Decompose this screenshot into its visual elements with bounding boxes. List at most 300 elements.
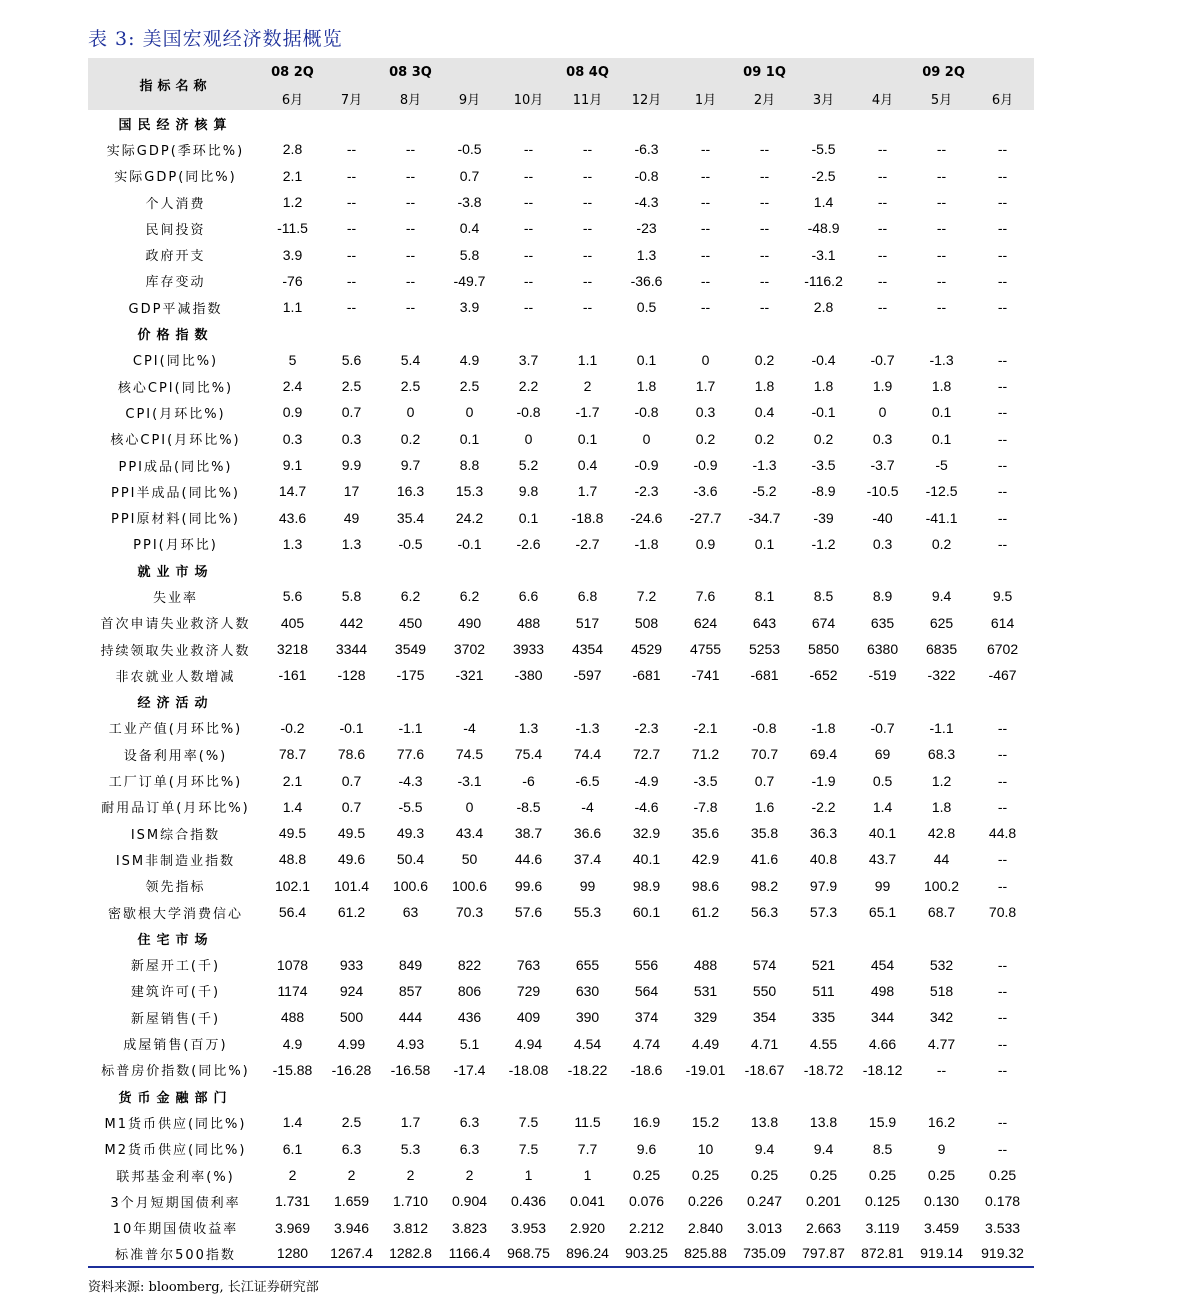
table-cell: 57.3 (809, 904, 838, 921)
table-cell: 43.7 (868, 851, 897, 868)
row-label: PPI半成品(同比%) (110, 485, 240, 501)
table-cell: 1280 (263, 1241, 322, 1267)
table-cell: -519 (868, 667, 897, 684)
table-row (88, 294, 1034, 320)
table-cell: 4.74 (632, 1035, 661, 1052)
table-cell: -0.5 (457, 141, 482, 158)
table-cell: 0.3 (341, 430, 362, 447)
table-cell: 3.946 (333, 1219, 370, 1236)
table-cell: 0.5 (636, 299, 657, 316)
table-row (88, 1004, 1034, 1030)
table-cell: 390 (575, 1009, 600, 1026)
table-cell: -1.2 (811, 535, 836, 552)
table-cell (676, 110, 735, 136)
table-cell (263, 110, 322, 136)
table-cell: -3.8 (457, 194, 482, 211)
table-cell (794, 1083, 853, 1109)
table-cell: -- (997, 877, 1008, 894)
table-cell: 518 (929, 982, 954, 999)
table-cell: 0.1 (577, 430, 598, 447)
table-cell: 3.953 (510, 1219, 547, 1236)
table-cell (381, 557, 440, 583)
table-cell: 13.8 (809, 1114, 838, 1131)
table-cell: 354 (752, 1009, 777, 1026)
row-label: 建筑许可(千) (130, 985, 221, 1001)
table-cell: 9.9 (341, 457, 362, 473)
table-cell: 1282.8 (381, 1241, 440, 1267)
table-cell: 78.7 (278, 746, 307, 763)
table-cell (558, 925, 617, 951)
table-cell: 56.3 (750, 904, 779, 921)
table-cell (322, 557, 381, 583)
table-cell: 100.2 (924, 877, 960, 894)
table-cell (499, 925, 558, 951)
table-row (88, 452, 1034, 478)
table-cell: -- (877, 167, 888, 184)
table-cell: -- (997, 956, 1008, 973)
table-cell: 3.969 (274, 1219, 311, 1236)
table-cell: 43.4 (455, 825, 484, 842)
table-cell (440, 320, 499, 346)
month-header: 3月 (794, 86, 853, 110)
table-cell: -321 (455, 667, 484, 684)
table-row (88, 767, 1034, 793)
table-cell: 1 (583, 1167, 592, 1184)
table-cell (440, 110, 499, 136)
table-cell (853, 1083, 912, 1109)
table-cell: -18.22 (567, 1061, 608, 1078)
table-cell: 4354 (571, 641, 604, 658)
table-cell: -- (877, 299, 888, 316)
table-cell: -- (877, 194, 888, 211)
table-cell: 48.8 (278, 851, 307, 868)
table-cell: -- (997, 272, 1008, 289)
table-cell: 6.2 (400, 588, 421, 605)
table-cell: -- (582, 220, 593, 237)
table-cell: -8.5 (516, 798, 541, 815)
table-cell: -18.72 (803, 1061, 844, 1078)
row-label: PPI(月环比) (133, 538, 218, 554)
table-cell: -0.8 (752, 719, 777, 736)
table-cell: -- (997, 1061, 1008, 1078)
month-header: 10月 (499, 86, 558, 110)
section-label: 货币金融部门 (118, 1090, 233, 1106)
table-cell: 0.3 (282, 430, 303, 447)
table-cell: 17 (343, 483, 360, 500)
table-cell: 9 (937, 1140, 946, 1157)
table-cell: 68.3 (927, 746, 956, 763)
table-cell: 1.4 (872, 798, 893, 815)
table-cell: -3.1 (457, 772, 482, 789)
table-cell: 624 (693, 614, 718, 631)
table-cell: 0.4 (754, 404, 775, 421)
table-cell: -3.6 (693, 483, 718, 500)
table-cell: 342 (929, 1009, 954, 1026)
table-cell: -4.3 (398, 772, 423, 789)
table-cell: 99 (874, 877, 891, 894)
table-cell: 1.7 (695, 378, 716, 395)
table-cell: -2.3 (634, 719, 659, 736)
table-cell (617, 557, 676, 583)
table-cell: 0 (406, 404, 415, 421)
table-cell: -- (936, 167, 947, 184)
table-cell: -681 (632, 667, 661, 684)
table-row (88, 215, 1034, 241)
table-cell: 4.55 (809, 1035, 838, 1052)
table-cell (440, 925, 499, 951)
table-cell: 100.6 (451, 877, 488, 894)
table-cell: 3.119 (865, 1219, 900, 1236)
row-label: PPI成品(同比%) (118, 459, 233, 475)
row-label: ISM非制造业指数 (115, 853, 236, 869)
row-label: PPI原材料(同比%) (110, 512, 240, 528)
table-cell: 574 (752, 956, 777, 973)
table-cell: 55.3 (573, 904, 602, 921)
table-cell (499, 689, 558, 715)
table-cell: 3344 (335, 641, 368, 658)
table-cell: -- (346, 141, 357, 158)
table-cell: 1.7 (577, 483, 598, 500)
table-cell: 0.7 (754, 772, 775, 789)
table-cell: -1.3 (929, 351, 954, 368)
table-cell: 4.94 (514, 1035, 543, 1052)
table-cell: 9.4 (813, 1140, 834, 1157)
table-cell: 0.1 (931, 404, 952, 421)
table-cell (971, 557, 1034, 583)
source-note: 资料来源: bloomberg, 长江证券研究部 (88, 1280, 319, 1295)
table-cell: -- (997, 1114, 1008, 1131)
table-cell: 50.4 (396, 851, 425, 868)
row-label: 非农就业人数增减 (115, 669, 236, 685)
table-cell: -2.3 (634, 483, 659, 500)
table-cell: 409 (516, 1009, 541, 1026)
table-cell: -- (997, 246, 1008, 263)
table-cell: 1.2 (282, 194, 303, 211)
table-cell: -- (997, 299, 1008, 316)
table-cell: 50 (461, 851, 478, 868)
table-row (88, 1030, 1034, 1056)
table-cell: -1.8 (634, 535, 659, 552)
table-cell (322, 925, 381, 951)
table-cell: 1.1 (282, 299, 303, 316)
table-cell: 61.2 (691, 904, 720, 921)
table-cell: -19.01 (685, 1061, 726, 1078)
table-cell: -49.7 (453, 272, 486, 289)
table-cell: 40.1 (632, 851, 661, 868)
table-cell: 9.1 (282, 457, 303, 473)
table-cell: -- (936, 246, 947, 263)
table-cell: -39 (813, 509, 834, 526)
table-cell: 0.25 (988, 1167, 1017, 1184)
table-cell: 614 (990, 614, 1015, 631)
table-cell: 44 (933, 851, 950, 868)
table-row (88, 1188, 1034, 1214)
table-cell (912, 110, 971, 136)
table-cell: -6.3 (634, 141, 659, 158)
table-cell: 825.88 (676, 1241, 735, 1267)
table-cell: 488 (516, 614, 541, 631)
table-cell: -- (997, 1009, 1008, 1026)
table-cell (853, 925, 912, 951)
row-label: ISM综合指数 (130, 827, 221, 843)
table-cell (499, 110, 558, 136)
table-cell: 0.7 (341, 772, 362, 789)
table-cell: -5.5 (811, 141, 836, 158)
table-cell: -- (759, 272, 770, 289)
month-header: 12月 (617, 86, 676, 110)
table-cell: -- (997, 535, 1008, 552)
table-cell (794, 320, 853, 346)
table-cell: 797.87 (794, 1241, 853, 1267)
table-cell: -- (997, 509, 1008, 526)
table-cell: -- (936, 1061, 947, 1078)
table-cell (735, 557, 794, 583)
table-cell: -0.1 (339, 719, 364, 736)
table-cell: 70.3 (455, 904, 484, 921)
table-cell: 9.7 (400, 457, 421, 473)
table-cell: -0.9 (634, 457, 659, 473)
table-cell: 0.041 (569, 1193, 606, 1210)
table-cell (263, 557, 322, 583)
table-cell: 0.1 (754, 535, 775, 552)
table-cell: 63 (402, 904, 419, 921)
table-cell: -- (405, 141, 416, 158)
table-row (88, 978, 1034, 1004)
table-cell: 872.81 (853, 1241, 912, 1267)
table-cell: 3218 (276, 641, 309, 658)
table-cell: -7.8 (693, 798, 718, 815)
table-cell: 1267.4 (322, 1241, 381, 1267)
table-cell (853, 557, 912, 583)
table-cell: -3.5 (693, 772, 718, 789)
table-cell: 0.5 (872, 772, 893, 789)
table-cell: 16.3 (396, 483, 425, 500)
table-cell (912, 925, 971, 951)
table-cell: 643 (752, 614, 777, 631)
table-cell: 442 (339, 614, 364, 631)
table-cell: 0 (878, 404, 887, 421)
table-cell: 6835 (925, 641, 958, 658)
table-cell: 1.731 (274, 1193, 311, 1210)
table-cell: 924 (339, 982, 364, 999)
table-cell: -- (700, 299, 711, 316)
table-cell: 0 (524, 430, 533, 447)
table-cell: 8.1 (754, 588, 775, 605)
row-label: 10年期国债收益率 (112, 1222, 239, 1238)
table-cell: -- (700, 272, 711, 289)
table-cell: 56.4 (278, 904, 307, 921)
table-cell: 374 (634, 1009, 659, 1026)
table-cell: 61.2 (337, 904, 366, 921)
table-cell: 8.9 (872, 588, 893, 605)
table-cell: 0.25 (868, 1167, 897, 1184)
table-cell: 6.3 (341, 1140, 362, 1157)
table-cell: 531 (693, 982, 718, 999)
table-cell (558, 689, 617, 715)
table-cell: 36.6 (573, 825, 602, 842)
table-cell: 60.1 (632, 904, 661, 921)
table-cell (853, 689, 912, 715)
table-row (88, 636, 1034, 662)
table-cell: -- (997, 167, 1008, 184)
table-row (88, 1109, 1034, 1135)
table-cell (735, 689, 794, 715)
row-label: GDP平减指数 (128, 301, 223, 317)
table-cell: -- (997, 351, 1008, 368)
table-cell: -- (346, 299, 357, 316)
table-row (88, 899, 1034, 925)
table-cell: 3.7 (518, 351, 539, 368)
table-row (88, 1136, 1034, 1162)
row-label: CPI(月环比%) (125, 406, 226, 422)
table-cell: 511 (812, 982, 835, 999)
table-cell (558, 110, 617, 136)
table-cell: -- (523, 299, 534, 316)
table-cell: -- (997, 851, 1008, 868)
table-cell: -- (582, 246, 593, 263)
table-cell: -652 (809, 667, 838, 684)
table-row (88, 1057, 1034, 1083)
table-cell: 4.66 (868, 1035, 897, 1052)
table-cell: -27.7 (689, 509, 722, 526)
table-cell: -0.2 (280, 719, 305, 736)
table-cell: 498 (870, 982, 895, 999)
table-cell: 15.3 (455, 483, 484, 500)
row-label: 民间投资 (145, 222, 206, 238)
table-cell: 1.3 (282, 535, 303, 552)
row-label: 领先指标 (145, 880, 206, 896)
table-cell: -0.1 (457, 535, 482, 552)
table-cell: -0.8 (516, 404, 541, 421)
table-cell (912, 1083, 971, 1109)
table-cell: -- (346, 220, 357, 237)
table-cell (499, 320, 558, 346)
section-row (88, 925, 1034, 951)
table-cell: 16.2 (927, 1114, 956, 1131)
table-cell: 0.4 (459, 220, 480, 237)
table-cell: 0.25 (691, 1167, 720, 1184)
table-cell: -- (997, 746, 1008, 763)
table-header (88, 58, 1034, 110)
table-cell: 556 (634, 956, 659, 973)
table-cell: 1.8 (931, 798, 952, 815)
table-row (88, 478, 1034, 504)
section-label: 国民经济核算 (118, 117, 233, 133)
table-cell (263, 689, 322, 715)
quarter-header: 08 3Q (322, 58, 499, 86)
quarter-header: 09 2Q (853, 58, 1034, 86)
table-cell: 849 (398, 956, 423, 973)
table-cell: 49.5 (278, 825, 307, 842)
table-cell: 5 (288, 351, 297, 368)
table-cell: 0.7 (341, 404, 362, 421)
table-cell: 40.1 (868, 825, 897, 842)
table-cell: 0.904 (451, 1193, 488, 1210)
table-cell: 0.25 (750, 1167, 779, 1184)
table-cell: 42.8 (927, 825, 956, 842)
table-cell: -0.7 (870, 719, 895, 736)
table-cell (263, 320, 322, 346)
table-cell: -1.3 (575, 719, 600, 736)
table-cell (971, 1083, 1034, 1109)
table-cell: -- (997, 194, 1008, 211)
table-cell (794, 110, 853, 136)
month-header: 6月 (971, 86, 1034, 110)
table-cell: 2.8 (282, 141, 303, 158)
table-cell: 7.6 (695, 588, 716, 605)
table-cell: 329 (693, 1009, 718, 1026)
row-label: 新屋销售(千) (130, 1011, 221, 1027)
table-cell: -1.9 (811, 772, 836, 789)
table-cell: -- (405, 299, 416, 316)
row-label: M2货币供应(同比%) (104, 1143, 247, 1159)
table-cell (499, 1083, 558, 1109)
table-cell: 454 (870, 956, 895, 973)
table-cell: 77.6 (396, 746, 425, 763)
table-cell: 9.4 (754, 1140, 775, 1157)
table-cell: 2.920 (569, 1219, 606, 1236)
table-cell: 3933 (512, 641, 545, 658)
table-cell: 488 (693, 956, 718, 973)
table-cell: -4 (463, 719, 476, 736)
table-cell: -34.7 (748, 509, 781, 526)
table-cell: 3.9 (282, 246, 303, 263)
table-cell: 3549 (394, 641, 427, 658)
table-cell: 98.2 (750, 877, 779, 894)
quarter-header: 08 2Q (263, 58, 322, 86)
table-cell: 4.99 (337, 1035, 366, 1052)
table-cell: -10.5 (866, 483, 899, 500)
table-row (88, 1214, 1034, 1240)
table-cell: -- (346, 194, 357, 211)
section-label: 经济活动 (137, 696, 214, 712)
table-cell: 10 (697, 1140, 714, 1157)
table-cell: -380 (514, 667, 543, 684)
table-cell (617, 1083, 676, 1109)
month-header: 7月 (322, 86, 381, 110)
table-cell: 635 (870, 614, 895, 631)
month-header: 11月 (558, 86, 617, 110)
table-cell: 7.7 (577, 1140, 598, 1157)
table-cell: -1.8 (811, 719, 836, 736)
table-cell: 4.71 (750, 1035, 779, 1052)
table-cell: -- (523, 246, 534, 263)
table-cell: -4.3 (634, 194, 659, 211)
table-cell (853, 110, 912, 136)
table-cell: 100.6 (392, 877, 429, 894)
table-cell: 405 (280, 614, 305, 631)
table-cell: -- (936, 141, 947, 158)
table-cell: 9.8 (518, 483, 539, 500)
table-cell (853, 320, 912, 346)
table-cell: -- (405, 167, 416, 184)
table-cell: 0 (701, 351, 710, 368)
table-cell: -- (582, 167, 593, 184)
table-row (88, 741, 1034, 767)
table-cell: 71.2 (691, 746, 720, 763)
table-cell: -8.9 (811, 483, 836, 500)
table-cell: -- (700, 167, 711, 184)
table-cell: -0.8 (634, 404, 659, 421)
table-cell: 919.32 (971, 1241, 1034, 1267)
table-cell (735, 1083, 794, 1109)
table-cell: -- (936, 194, 947, 211)
table-cell: 1.6 (754, 798, 775, 815)
table-cell: 7.5 (518, 1140, 539, 1157)
table-cell: -- (997, 1140, 1008, 1157)
table-row (88, 189, 1034, 215)
table-cell: 16.9 (632, 1114, 661, 1131)
